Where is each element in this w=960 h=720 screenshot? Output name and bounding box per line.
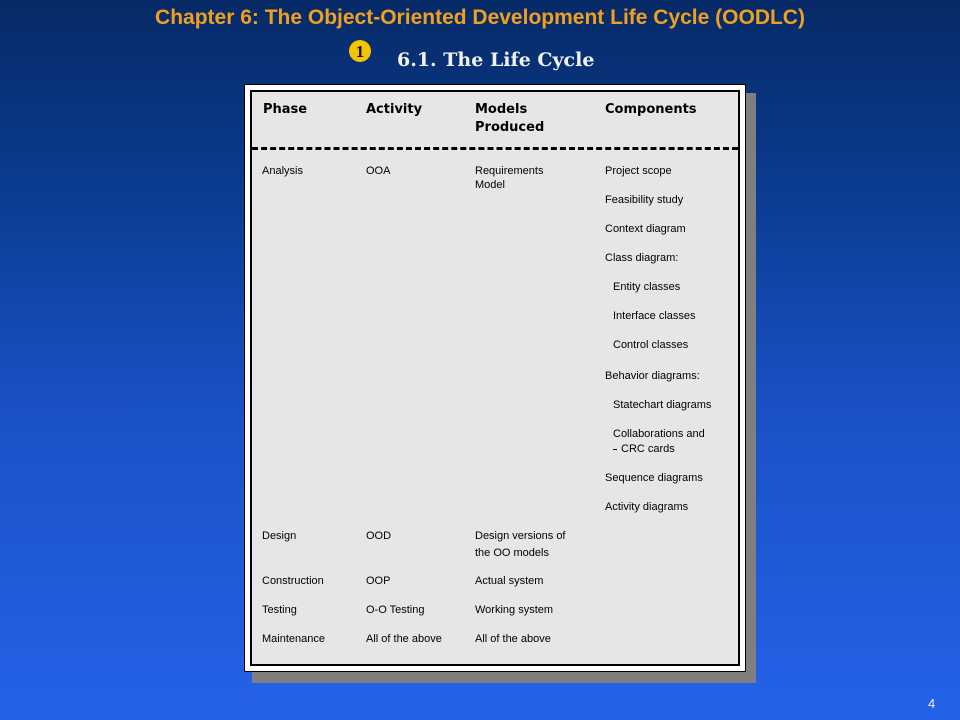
bullet-glyph: 1	[355, 41, 365, 61]
row-design-models-line1: Design versions of	[475, 530, 566, 542]
row-analysis-models-line1: Requirements	[475, 165, 544, 177]
component-item: Sequence diagrams	[605, 472, 703, 484]
component-item: Feasibility study	[605, 194, 684, 206]
row-design-models-line2: the OO models	[475, 547, 549, 559]
component-subitem-text: CRC cards	[621, 443, 675, 455]
component-item: Activity diagrams	[605, 501, 689, 513]
indent-mark-icon	[613, 449, 617, 450]
component-subitem-continued	[613, 442, 675, 457]
component-subitem: Statechart diagrams	[613, 399, 712, 411]
page-number: 4	[928, 696, 936, 711]
row-construction-phase: Construction	[262, 575, 324, 587]
row-design-activity: OOD	[366, 530, 392, 542]
header-models-line1: Models	[475, 102, 528, 117]
row-testing-phase: Testing	[262, 604, 297, 616]
row-analysis-phase: Analysis	[262, 165, 303, 177]
slide-title: Chapter 6: The Object-Oriented Development Life Cycle (OODLC)	[155, 6, 805, 29]
component-item: Behavior diagrams:	[605, 370, 700, 382]
header-phase: Phase	[263, 102, 308, 117]
lifecycle-table	[250, 90, 740, 666]
row-testing-models: Working system	[475, 604, 554, 616]
row-testing-activity: O-O Testing	[366, 604, 425, 616]
row-maintenance-models: All of the above	[475, 633, 551, 645]
component-subitem: Entity classes	[613, 281, 681, 293]
component-subitem: Control classes	[613, 339, 689, 351]
row-maintenance-activity: All of the above	[366, 633, 442, 645]
section-title: 6.1. The Life Cycle	[397, 49, 595, 71]
lifecycle-table-frame	[244, 84, 746, 672]
component-item: Context diagram	[605, 223, 686, 235]
header-models-line2: Produced	[475, 120, 545, 135]
component-item: Project scope	[605, 165, 672, 177]
row-analysis-models-line2: Model	[475, 179, 505, 191]
row-maintenance-phase: Maintenance	[262, 633, 325, 645]
header-divider	[252, 147, 738, 150]
bullet-icon	[349, 40, 371, 62]
row-construction-activity: OOP	[366, 575, 391, 587]
component-subitem: Interface classes	[613, 310, 696, 322]
header-components: Components	[605, 102, 697, 117]
component-subitem: Collaborations and	[613, 428, 705, 440]
header-activity: Activity	[366, 102, 423, 117]
row-design-phase: Design	[262, 530, 297, 542]
component-item: Class diagram:	[605, 252, 679, 264]
row-construction-models: Actual system	[475, 575, 544, 587]
row-analysis-activity: OOA	[366, 165, 391, 177]
